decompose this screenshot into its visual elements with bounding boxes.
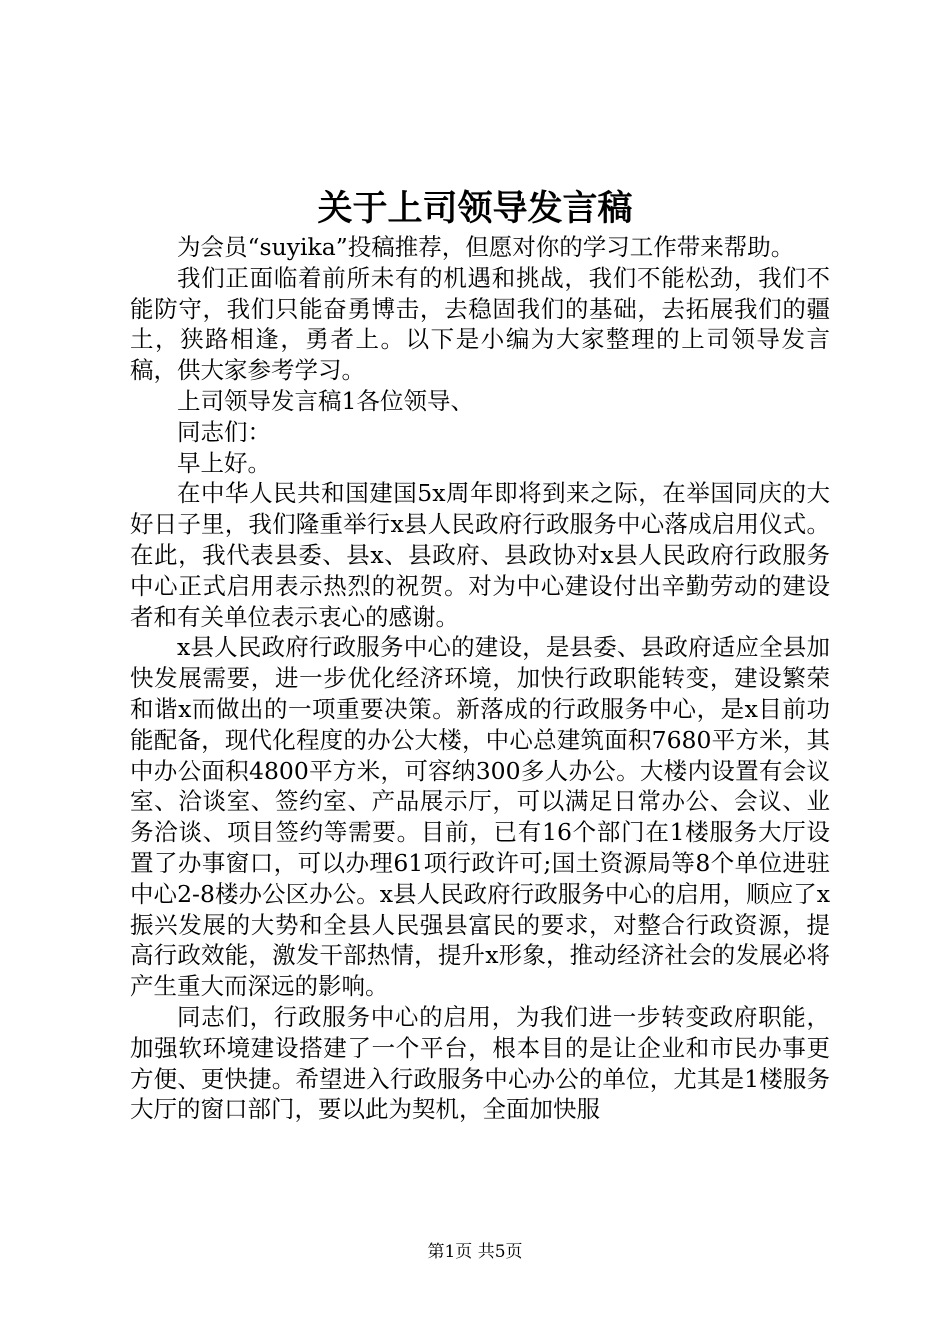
page-number-footer: 第1页 共5页 — [427, 1242, 523, 1262]
document-body — [130, 232, 830, 1125]
paragraph: 同志们，行政服务中心的启用，为我们进一步转变政府职能，加强软环境建设搭建了一个平台，根本目的是让企业和市民办事更方便、更快捷。希望进入行政服务中心办公的单位，尤其是1楼服务大厅的窗口部门，要以此为契机，全面加快服 — [130, 1002, 830, 1124]
paragraph: 上司领导发言稿1各位领导、 — [177, 386, 474, 415]
paragraph: 同志们： — [177, 417, 271, 446]
paragraph: 在中华人民共和国建国5x周年即将到来之际，在举国同庆的大好日子里，我们隆重举行x县人民政府行政服务中心落成启用仪式。在此，我代表县委、县x、县政府、县政协对x县人民政府行政服务中心正式启用表示热烈的祝贺。对为中心建设付出辛勤劳动的建设者和有关单位表示衷心的感谢。 — [130, 479, 830, 631]
paragraph: 早上好。 — [177, 448, 271, 477]
paragraph: x县人民政府行政服务中心的建设，是县委、县政府适应全县加快发展需要，进一步优化经济环境，加快行政职能转变，建设繁荣和谐x而做出的一项重要决策。新落成的行政服务中心，是x目前功能配备，现代化程度的办公大楼，中心总建筑面积7680平方米，其中办公面积4800平方米，可容纳300多人办公。大楼内设置有会议室、洽谈室、签约室、产品展示厅，可以满足日常办公、会议、业务洽谈、项目签约等需要。目前，已有16个部门在1楼服务大厅设置了办事窗口，可以办理61项行政许可;国土资源局等8个单位进驻中心2-8楼办公区办公。x县人民政府行政服务中心的启用，顺应了x振兴发展的大势和全县人民强县富民的要求，对整合行政资源，提高行政效能，激发干部热情，提升x形象，推动经济社会的发展必将产生重大而深远的影响。 — [130, 633, 830, 1001]
paragraph: 为会员“suyika”投稿推荐，但愿对你的学习工作带来帮助。 — [177, 233, 795, 261]
paragraph: 我们正面临着前所未有的机遇和挑战，我们不能松劲，我们不能防守，我们只能奋勇博击，去稳固我们的基础，去拓展我们的疆土，狭路相逢，勇者上。以下是小编为大家整理的上司领导发言稿，供大家参考学习。 — [130, 263, 830, 385]
document-title: 关于上司领导发言稿 — [317, 188, 633, 229]
